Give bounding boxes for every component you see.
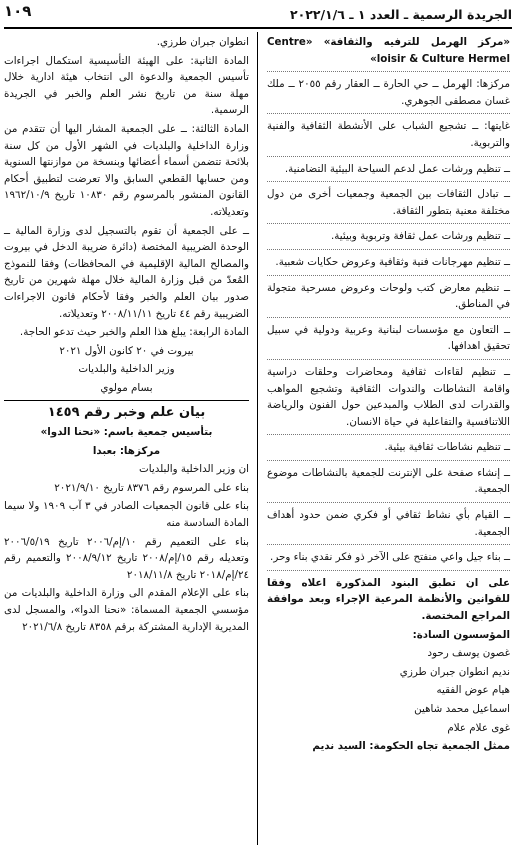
goal-item: ــ تبادل الثقافات بين الجمعية وجمعيات أخرى من دول مختلفة معنية بتطور الثقافة.: [267, 188, 510, 217]
signing-date: بيروت في ٢٠ كانون الأول ٢٠٢١: [59, 344, 194, 357]
goal-item: ــ بناء جيل واعي منفتح على الآخر ذو فكر نقدي بناء وحر.: [270, 551, 510, 564]
founders-title: المؤسسون السادة:: [412, 628, 510, 641]
article-2: المادة الثانية: على الهيئة التأسيسية استكمال اجراءات تأسيس الجمعية والدعوة الى انتخاب هيئة ادارية خلال مهلة سنة من تاريخ نشر العلم والخبر في الجريدة الرسمية.: [4, 54, 249, 117]
notice-divider: [4, 400, 249, 401]
founder-name: غوى علام علام: [447, 721, 510, 734]
preamble: بناء على التعميم رقم ١٠/إم/٢٠٠٦ تاريخ ٢٠٠٦/٥/١٩ وتعديله رقم ١٥/إم/٢٠٠٨ تاريخ ٢٠٠٨/٩/١٢ والتعميم رقم ٢٤/إم/٢٠١٨ تاريخ ٢٠١٨/١١/٨: [4, 535, 249, 581]
divider: [267, 275, 510, 276]
gazette-title: الجريدة الرسمية ـ العدد ١ ـ ٢٠٢٢/١/٦: [289, 6, 512, 22]
column-divider: [257, 32, 258, 845]
preamble: بناء على قانون الجمعيات الصادر في ٣ آب ١٩٠٩ ولا سيما المادة السادسة منه: [4, 500, 250, 530]
minister-title: وزير الداخلية والبلديات: [78, 363, 175, 376]
divider: [267, 317, 510, 318]
condition-text: على ان تطبق البنود المذكورة اعلاه وفقا للقوانين والأنظمة المرعية الإجراء وبعد موافقة المراجع المختصة.: [267, 576, 510, 623]
goal-item: ــ تنظيم ورشات عمل ثقافة وتربوية وبيئية.: [330, 230, 510, 243]
divider: [267, 544, 510, 545]
notice-subtitle: بتأسيس جمعية باسم: «نحنا الدوا»: [40, 426, 213, 439]
goal-item: ــ إنشاء صفحة على الإنترنت للجمعية بالنشاطات موضوع الجمعية.: [267, 466, 510, 496]
notice-title: بيان علم وخبر رقم ١٤٥٩: [47, 405, 206, 421]
divider: [267, 434, 510, 435]
preamble: بناء على المرسوم رقم ٨٣٧٦ تاريخ ٢٠٢١/٩/١٠: [54, 481, 249, 494]
goal-item: ــ القيام بأي نشاط ثقافي أو فكري ضمن حدود أهداف الجمعية.: [267, 509, 510, 538]
divider: [267, 223, 510, 224]
divider: [267, 113, 510, 114]
founder-name: غصون يوسف رحود: [427, 647, 510, 660]
founder-name: اسماعيل محمد شاهين: [414, 703, 510, 715]
preamble: ان وزير الداخلية والبلديات: [139, 463, 249, 476]
article-4: المادة الرابعة: يبلغ هذا العلم والخبر حيث تدعو الحاجة.: [19, 326, 249, 339]
goal-item: ــ تنظيم ورشات عمل لدعم السياحة البيئية التضامنية.: [284, 162, 510, 175]
divider: [267, 359, 510, 360]
org-title: «مركز الهرمل للترفيه والثقافة» «Centre loisir & Culture Hermel»: [267, 36, 510, 65]
article-3-tax: ــ على الجمعية أن تقوم بالتسجيل لدى وزارة المالية ــ الوحدة الضريبية المختصة (دائرة ضريبة الدخل في بيروت والمصالح المالية الإقليمية في المحافظات) وفقا للنموذج المُعدّ من قبل وزارة المالية خلال مهلة شهرين من تاريخ صدور بيان العلم والخبر وفقا لأحكام قانون الاجراءات الضريبية رقم ٤٤ تاريخ ٢٠٠٨/١١/١١ وتعديلاته.: [4, 224, 249, 320]
goals-intro: غايتها: ــ تشجيع الشباب على الأنشطة الثقافية والفنية والتربوية.: [267, 120, 510, 149]
right-column: [267, 34, 510, 757]
goal-item: ــ تنظيم مهرجانات فنية وثقافية وعروض حكايات شعبية.: [275, 255, 510, 268]
goal-item: ــ تنظيم معارض كتب ولوحات وعروض مسرحية متجولة في المناطق.: [267, 281, 510, 311]
rep-continued: انطوان جبران طرزي.: [156, 36, 249, 48]
divider: [267, 249, 510, 250]
divider: [267, 460, 510, 461]
divider: [267, 181, 510, 182]
header-rule: [4, 27, 512, 29]
divider: [267, 570, 510, 571]
left-column: [4, 34, 249, 637]
article-3: المادة الثالثة: ــ على الجمعية المشار اليها أن تتقدم من وزارة الداخلية والبلديات في الشهر الأول من كل سنة بلائحة تتضمن أسماء أعضائها وبنسخة من موازنتها السنوية ومن حسابها القطعي السابق والا تعرضت لتطبيق أحكام القانون المنشور بالمرسوم رقم ١٠٨٣٠ تاريخ ١٩٦٢/١٠/٩ وتعديلاته.: [4, 122, 249, 218]
divider: [267, 71, 510, 72]
founder-name: نديم انطوان جبران طرزي: [399, 665, 510, 678]
goal-item: ــ تنظيم لقاءات ثقافية ومحاضرات وحلقات دراسية واقامة النشاطات والندوات الثقافية وتشجيع المواهب والقدرات لدى الطلاب والمبدعين حول الفنون والرياضة اللاتنافسية والتفاعلية في حياة الانسان.: [267, 365, 510, 428]
minister-name: بسام مولوي: [100, 381, 153, 394]
notice-hq: مركزها: بعبدا: [92, 444, 161, 457]
page-header: [4, 2, 512, 26]
divider: [267, 156, 510, 157]
goal-item: ــ تنظيم نشاطات ثقافية بيئية.: [384, 441, 510, 454]
org-hq: مركزها: الهرمل ــ حي الحارة ــ العقار رقم ٢٠٥٥ ــ ملك غسان مصطفى الجوهري.: [267, 78, 511, 107]
founder-name: هيام عوض الفقيه: [436, 684, 510, 697]
goal-item: ــ التعاون مع مؤسسات لبنانية وعربية ودولية في سبيل تحقيق اهدافها.: [267, 323, 510, 353]
government-rep: ممثل الجمعية تجاه الحكومة: السيد نديم: [312, 740, 510, 753]
preamble: بناء على الإعلام المقدم الى وزارة الداخلية والبلديات من مؤسسي الجمعية المسماة: «نحنا الدوا»، والمسجل لدى المديرية الإدارية المشتركة برقم ٨٣٥٨ تاريخ ٢٠٢١/٦/٨: [4, 587, 249, 633]
page-number: ١٠٩: [4, 2, 32, 20]
divider: [267, 502, 510, 503]
